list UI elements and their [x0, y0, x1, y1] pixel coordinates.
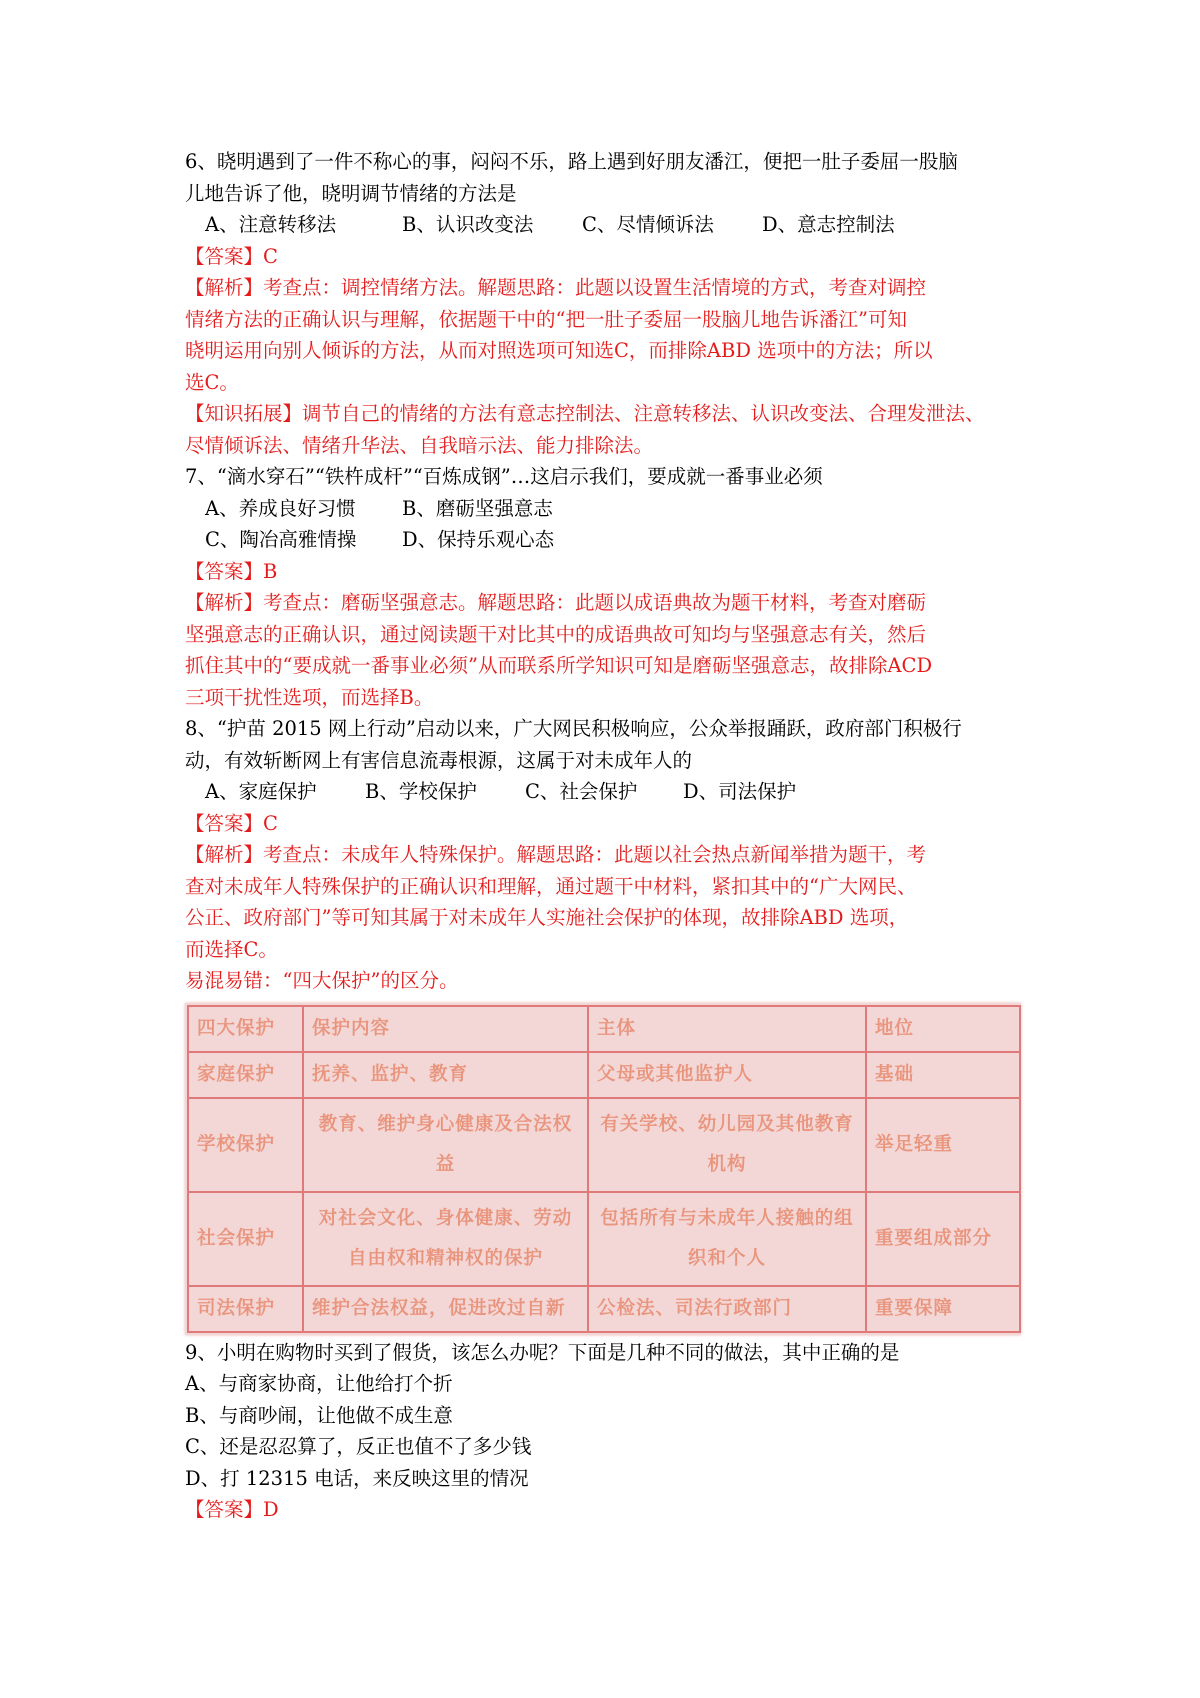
- q9-answer: 【答案】D: [185, 1498, 279, 1521]
- q9-option-d: D、打 12315 电话，来反映这里的情况: [185, 1466, 529, 1490]
- table-cell: 父母或其他监护人: [588, 1052, 866, 1098]
- q6-extension-line: 尽情倾诉法、情绪升华法、自我暗示法、能力排除法。: [185, 433, 654, 457]
- q7-options-row-2: [185, 524, 1035, 556]
- option-a: A、养成良好习惯: [205, 496, 356, 520]
- q7-stem-line: 7、“滴水穿石”“铁杵成杆”“百炼成钢”…这启示我们，要成就一番事业必须: [185, 465, 823, 488]
- table-cell: 社会保护: [188, 1192, 303, 1286]
- table-cell: 基础: [866, 1052, 1020, 1098]
- table-cell: 教育、维护身心健康及合法权益: [303, 1098, 588, 1192]
- option-b: B、学校保护: [365, 780, 477, 803]
- option-b: B、磨砺坚强意志: [402, 496, 553, 520]
- q8-confusion-note: 易混易错：“四大保护”的区分。: [185, 969, 459, 992]
- q7-options-row-1: [185, 493, 1035, 525]
- q7-analysis-line: 坚强意志的正确认识，通过阅读题干对比其中的成语典故可知均与坚强意志有关，然后: [185, 622, 927, 646]
- q6-answer: 【答案】C: [185, 244, 278, 268]
- q8-stem-line: 8、“护苗 2015 网上行动”启动以来，广大网民积极响应，公众举报踊跃，政府部门积极行: [185, 717, 962, 740]
- option-c: C、社会保护: [525, 780, 638, 803]
- table-row: [188, 1192, 1020, 1286]
- table-cell: 学校保护: [188, 1098, 303, 1192]
- table-row: [188, 1286, 1020, 1332]
- table-header-cell: 四大保护: [188, 1006, 303, 1052]
- table-cell: 司法保护: [188, 1286, 303, 1332]
- option-a: A、家庭保护: [205, 780, 317, 803]
- q8-analysis-line: 查对未成年人特殊保护的正确认识和理解，通过题干中材料，紧扣其中的“广大网民、: [185, 874, 917, 898]
- table-header-cell: 保护内容: [303, 1006, 588, 1052]
- table-cell: 重要保障: [866, 1286, 1020, 1332]
- q7-analysis-line: 三项干扰性选项，而选择B。: [185, 685, 434, 709]
- table-cell: 包括所有与未成年人接触的组织和个人: [588, 1192, 866, 1286]
- q9-option-b: B、与商吵闹，让他做不成生意: [185, 1403, 453, 1427]
- q6-analysis-line: 【解析】考查点：调控情绪方法。解题思路：此题以设置生活情境的方式，考查对调控: [185, 276, 927, 299]
- table-cell: 公检法、司法行政部门: [588, 1286, 866, 1332]
- q8-options: [185, 776, 1035, 808]
- option-c: C、尽情倾诉法: [582, 213, 714, 236]
- option-b: B、认识改变法: [402, 213, 534, 236]
- table-cell: 维护合法权益，促进改过自新: [303, 1286, 588, 1332]
- table-cell: 抚养、监护、教育: [303, 1052, 588, 1098]
- q6-stem-line: 6、晓明遇到了一件不称心的事，闷闷不乐，路上遇到好朋友潘江，便把一肚子委屈一股脑: [185, 150, 958, 173]
- q9-option-a: A、与商家协商，让他给打个折: [185, 1372, 453, 1395]
- q6-stem-line: 儿地告诉了他，晓明调节情绪的方法是: [185, 181, 517, 205]
- document-page: [185, 146, 1035, 1526]
- table-cell: 家庭保护: [188, 1052, 303, 1098]
- q6-extension-line: 【知识拓展】调节自己的情绪的方法有意志控制法、注意转移法、认识改变法、合理发泄法、: [185, 402, 985, 425]
- q9-stem-line: 9、小明在购物时买到了假货，该怎么办呢？下面是几种不同的做法，其中正确的是: [185, 1340, 900, 1364]
- q6-analysis-line: 情绪方法的正确认识与理解，依据题干中的“把一肚子委屈一股脑儿地告诉潘江”可知: [185, 307, 907, 331]
- q6-analysis-line: 选C。: [185, 370, 239, 394]
- q8-analysis-line: 公正、政府部门”等可知其属于对未成年人实施社会保护的体现，故排除ABD 选项，: [185, 906, 909, 929]
- table-row: [188, 1052, 1020, 1098]
- table-row: [188, 1098, 1020, 1192]
- table-header-row: [188, 1006, 1020, 1052]
- q8-analysis-line: 【解析】考查点：未成年人特殊保护。解题思路：此题以社会热点新闻举措为题干，考: [185, 843, 927, 866]
- q8-analysis-line: 而选择C。: [185, 937, 278, 961]
- table-cell: 举足轻重: [866, 1098, 1020, 1192]
- option-c: C、陶冶高雅情操: [205, 528, 357, 551]
- option-a: A、注意转移法: [205, 213, 337, 236]
- protection-table-image: [185, 1003, 1021, 1335]
- table-cell: 对社会文化、身体健康、劳动自由权和精神权的保护: [303, 1192, 588, 1286]
- q7-analysis-line: 【解析】考查点：磨砺坚强意志。解题思路：此题以成语典故为题干材料，考查对磨砺: [185, 591, 927, 614]
- table-header-cell: 地位: [866, 1006, 1020, 1052]
- table-header-cell: 主体: [588, 1006, 866, 1052]
- option-d: D、保持乐观心态: [402, 528, 555, 551]
- table-cell: 有关学校、幼儿园及其他教育机构: [588, 1098, 866, 1192]
- q6-options: [185, 209, 1035, 241]
- q6-analysis-line: 晓明运用向别人倾诉的方法，从而对照选项可知选C，而排除ABD 选项中的方法；所以: [185, 339, 933, 362]
- q8-stem-line: 动，有效斩断网上有害信息流毒根源，这属于对未成年人的: [185, 748, 693, 772]
- q9-option-c: C、还是忍忍算了，反正也值不了多少钱: [185, 1435, 532, 1458]
- option-d: D、司法保护: [683, 780, 797, 803]
- q8-answer: 【答案】C: [185, 811, 278, 835]
- option-d: D、意志控制法: [762, 213, 895, 236]
- protection-table: [187, 1005, 1021, 1333]
- q7-analysis-line: 抓住其中的“要成就一番事业必须”从而联系所学知识可知是磨砺坚强意志，故排除ACD: [185, 654, 933, 677]
- table-cell: 重要组成部分: [866, 1192, 1020, 1286]
- q7-answer: 【答案】B: [185, 559, 278, 583]
